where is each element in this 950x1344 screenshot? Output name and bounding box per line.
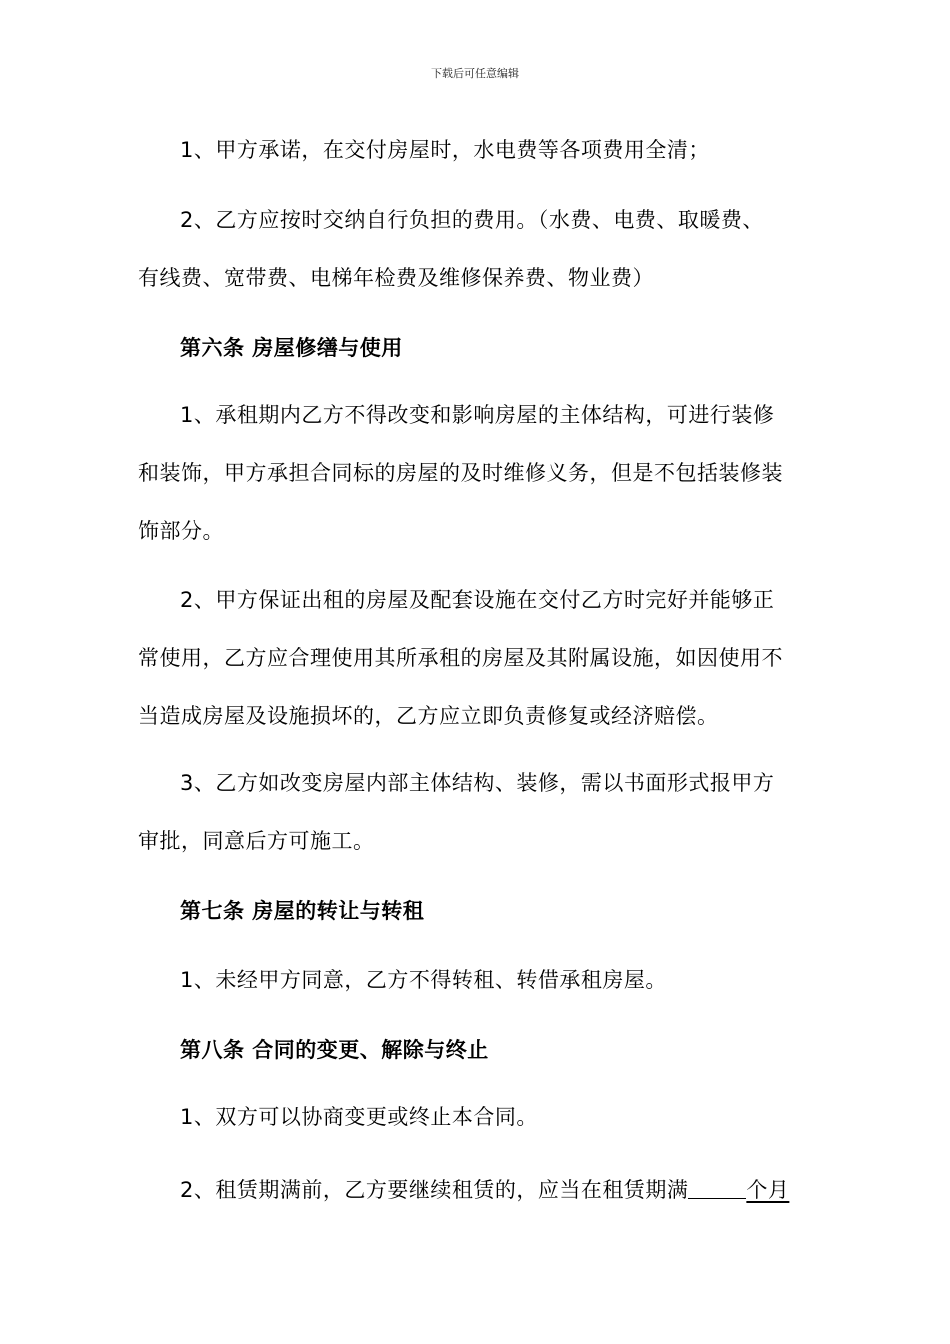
clause-6-item-2-line-1: 2、甲方保证出租的房屋及配套设施在交付乙方时完好并能够正 [180, 588, 775, 612]
clause-5-item-1: 1、甲方承诺，在交付房屋时，水电费等各项费用全清； [180, 138, 710, 162]
clause-5-item-2-line-1: 2、乙方应按时交纳自行负担的费用。（水费、电费、取暖费、 [180, 208, 764, 232]
clause-6-heading: 第六条 房屋修缮与使用 [180, 336, 403, 360]
clause-6-item-2-line-3: 当造成房屋及设施损坏的，乙方应立即负责修复或经济赔偿。 [138, 704, 719, 728]
page-header: 下载后可任意编辑 [431, 67, 519, 80]
clause-6-item-3-line-1: 3、乙方如改变房屋内部主体结构、装修，需以书面形式报甲方 [180, 771, 775, 795]
clause-8-item-2-text: 2、租赁期满前，乙方要继续租赁的，应当在租赁期满 [180, 1178, 689, 1202]
clause-7-item-1: 1、未经甲方同意，乙方不得转租、转借承租房屋。 [180, 968, 667, 992]
clause-6-item-2-line-2: 常使用，乙方应合理使用其所承租的房屋及其附属设施，如因使用不 [138, 646, 783, 670]
blank-unit: 个月 [746, 1178, 790, 1202]
clause-7-heading: 第七条 房屋的转让与转租 [180, 899, 425, 923]
clause-6-item-1-line-3: 饰部分。 [138, 519, 224, 543]
clause-6-item-1-line-2: 和装饰，甲方承担合同标的房屋的及时维修义务，但是不包括装修装 [138, 461, 783, 485]
clause-8-item-2-line-1 [138, 1159, 818, 1221]
fill-in-blank [688, 1178, 746, 1199]
clause-5-item-2-line-2: 有线费、宽带费、电梯年检费及维修保养费、物业费） [138, 266, 654, 290]
clause-8-item-1: 1、双方可以协商变更或终止本合同。 [180, 1105, 538, 1129]
clause-6-item-1-line-1: 1、承租期内乙方不得改变和影响房屋的主体结构，可进行装修 [180, 403, 775, 427]
clause-6-item-3-line-2: 审批，同意后方可施工。 [138, 829, 375, 853]
clause-8-heading: 第八条 合同的变更、解除与终止 [180, 1038, 489, 1062]
